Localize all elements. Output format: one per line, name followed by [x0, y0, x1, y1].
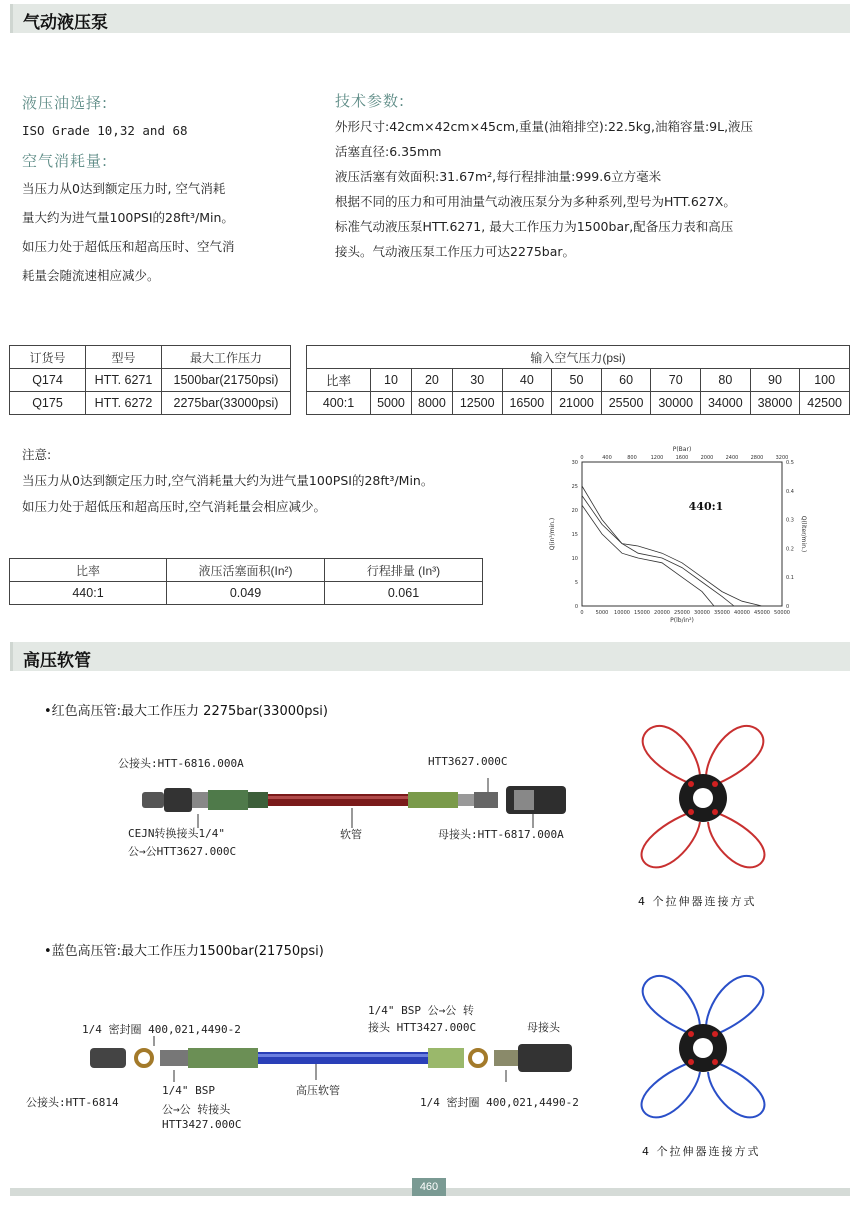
ratio-table	[9, 558, 483, 605]
bolt-icon	[688, 781, 694, 787]
spec-line: 接头。气动液压泵工作压力可达2275bar。	[335, 244, 576, 259]
right-tick-label: 0.4	[786, 488, 794, 495]
blue-male-head-label: 公接头:HTT-6814	[26, 1096, 119, 1109]
series-line	[582, 496, 762, 606]
table-cell: Q174	[10, 369, 86, 392]
table-cell: 30000	[651, 392, 701, 415]
fitting-icon	[208, 790, 248, 810]
x-tick-label: 50000	[774, 610, 790, 616]
chart-title: 440:1	[688, 500, 724, 513]
table-cell: 25500	[601, 392, 651, 415]
x-tick-label: 25000	[674, 610, 690, 616]
bolt-icon	[688, 1059, 694, 1065]
blue-seal-bottom-label: 1/4 密封圈 400,021,4490-2	[420, 1096, 579, 1109]
top-tick-label: 0	[580, 455, 584, 461]
table-header: 输入空气压力(psi)	[307, 346, 850, 369]
fitting-icon	[188, 1048, 258, 1068]
table-cell: 21000	[552, 392, 602, 415]
spec-line: 外形尺寸:42cm×42cm×45cm,重量(油箱排空):22.5kg,油箱容量:9L,液压	[335, 119, 754, 134]
table-cell: 440:1	[10, 582, 167, 605]
x-tick-label: 0	[580, 610, 584, 616]
red-adapter-label-2: 公→公HTT3627.000C	[128, 845, 237, 858]
y-tick-label: 0	[574, 604, 578, 610]
fitting-icon	[142, 792, 164, 808]
pressure-table	[306, 345, 850, 415]
air-line: 如压力处于超低压和超高压时、空气消	[22, 239, 235, 254]
y-tick-label: 30	[571, 460, 578, 466]
table-cell: 38000	[750, 392, 800, 415]
specs-text	[335, 114, 855, 264]
air-text	[22, 174, 235, 290]
hose-highlight	[258, 1054, 428, 1057]
x-axis-label: P(lb/in²)	[670, 617, 694, 624]
blue-bsp-bottom-label-1: 1/4" BSP	[162, 1084, 215, 1097]
section-title: 高压软管	[23, 651, 91, 671]
section-header-hose	[10, 642, 850, 671]
note-line: 当压力从0达到额定压力时,空气消耗量大约为进气量100PSI的28ft³/Min。	[22, 473, 434, 488]
table-cell: 60	[601, 369, 651, 392]
right-axis-label: Q(liter/min.)	[800, 515, 807, 553]
fitting-icon	[514, 790, 534, 810]
oil-heading: 液压油选择:	[22, 94, 109, 112]
top-tick-label: 1600	[675, 455, 689, 461]
table-cell: 8000	[411, 392, 452, 415]
table-cell: 40	[502, 369, 552, 392]
spec-line: 液压活塞有效面积:31.67m²,每行程排油量:999.6立方毫米	[335, 169, 662, 184]
table-cell: 70	[651, 369, 701, 392]
hose-highlight	[268, 796, 408, 799]
seal-ring-icon	[470, 1050, 486, 1066]
air-line: 耗量会随流速相应减少。	[22, 268, 160, 283]
red-tensioner-diagram	[628, 718, 778, 878]
top-tick-label: 2000	[700, 455, 714, 461]
table-header: 比率	[10, 559, 167, 582]
blue-bsp-top-label-1: 1/4" BSP 公→公 转	[368, 1004, 474, 1017]
specs-heading: 技术参数:	[335, 92, 406, 110]
table-cell: 34000	[701, 392, 751, 415]
x-tick-label: 20000	[654, 610, 670, 616]
x-tick-label: 35000	[714, 610, 730, 616]
table-cell: 50	[552, 369, 602, 392]
right-tick-label: 0.1	[786, 575, 794, 582]
table-cell: 100	[800, 369, 850, 392]
table-cell: 0.049	[167, 582, 325, 605]
table-header: 液压活塞面积(In²)	[167, 559, 325, 582]
y-tick-label: 25	[571, 484, 578, 490]
table-cell: HTT. 6271	[86, 369, 162, 392]
red-male-head-label: 公接头:HTT-6816.000A	[118, 757, 244, 770]
air-line: 当压力从0达到额定压力时, 空气消耗	[22, 181, 226, 196]
air-heading: 空气消耗量:	[22, 152, 109, 170]
x-tick-label: 5000	[595, 610, 609, 616]
fitting-icon	[494, 1050, 518, 1066]
top-tick-label: 2400	[725, 455, 739, 461]
table-cell: 0.061	[325, 582, 483, 605]
table-cell: 80	[701, 369, 751, 392]
flow-pressure-chart	[540, 436, 807, 628]
right-tick-label: 0.2	[786, 546, 794, 553]
table-cell: Q175	[10, 392, 86, 415]
blue-female-head-label: 母接头	[527, 1021, 560, 1034]
red-hose-title: •红色高压管:最大工作压力 2275bar(33000psi)	[44, 704, 328, 719]
red-coupler-label: HTT3627.000C	[428, 755, 508, 768]
right-tick-label: 0	[786, 604, 790, 610]
red-diagram-caption: 4 个拉伸器连接方式	[638, 895, 757, 908]
fitting-icon	[408, 792, 458, 808]
table-cell: 10	[371, 369, 412, 392]
fitting-icon	[248, 792, 268, 808]
hose-icon	[258, 1052, 428, 1064]
y-tick-label: 10	[571, 556, 578, 562]
hose-icon	[268, 794, 408, 806]
y-tick-label: 15	[571, 532, 578, 538]
blue-bsp-bottom-label-2: 公→公 转接头	[162, 1103, 231, 1116]
right-tick-label: 0.5	[786, 460, 794, 466]
y-axis-label: Q(in³/min.)	[549, 517, 556, 551]
table-cell: 12500	[452, 392, 502, 415]
top-tick-label: 1200	[650, 455, 664, 461]
table-header: 订货号	[10, 346, 86, 369]
x-tick-label: 15000	[634, 610, 650, 616]
fitting-icon	[164, 788, 192, 812]
hose-loop	[708, 810, 764, 867]
x-tick-label: 40000	[734, 610, 750, 616]
blue-seal-top-label: 1/4 密封圈 400,021,4490-2	[82, 1023, 241, 1036]
blue-hose-assembly	[86, 1036, 576, 1084]
top-axis-label: P(Bar)	[672, 446, 692, 453]
table-cell: 90	[750, 369, 800, 392]
red-female-head-label: 母接头:HTT-6817.000A	[438, 828, 564, 841]
table-header: 最大工作压力	[162, 346, 291, 369]
bolt-icon	[712, 809, 718, 815]
blue-hose-title: •蓝色高压管:最大工作压力1500bar(21750psi)	[44, 944, 324, 959]
fitting-icon	[474, 792, 498, 808]
spec-line: 根据不同的压力和可用油量气动液压泵分为多种系列,型号为HTT.627X。	[335, 194, 736, 209]
oil-grades: ISO Grade 10,32 and 68	[22, 123, 188, 138]
blue-diagram-caption: 4 个拉伸器连接方式	[642, 1145, 761, 1158]
fitting-icon	[518, 1044, 572, 1072]
section-header-pump	[10, 4, 850, 33]
fitting-icon	[192, 792, 208, 808]
table-cell: 42500	[800, 392, 850, 415]
top-tick-label: 3200	[775, 455, 789, 461]
blue-hose-label: 高压软管	[296, 1084, 340, 1097]
hose-loop	[708, 1060, 764, 1117]
x-tick-label: 10000	[614, 610, 630, 616]
y-tick-label: 20	[571, 508, 578, 514]
right-tick-label: 0.3	[786, 517, 794, 524]
bolt-icon	[688, 1031, 694, 1037]
spec-line: 活塞直径:6.35mm	[335, 144, 442, 159]
table-cell: 16500	[502, 392, 552, 415]
blue-tensioner-diagram	[628, 968, 778, 1128]
fitting-icon	[160, 1050, 188, 1066]
bolt-icon	[712, 1031, 718, 1037]
y-tick-label: 5	[574, 580, 578, 586]
air-line: 量大约为进气量100PSI的28ft³/Min。	[22, 210, 234, 225]
red-adapter-label-1: CEJN转换接头1/4"	[128, 827, 225, 840]
table-cell: 20	[411, 369, 452, 392]
table-cell: 比率	[307, 369, 371, 392]
blue-bsp-top-label-2: 接头 HTT3427.000C	[368, 1021, 477, 1034]
top-tick-label: 400	[602, 455, 612, 461]
fitting-icon	[90, 1048, 126, 1068]
top-tick-label: 800	[627, 455, 637, 461]
spec-line: 标准气动液压泵HTT.6271, 最大工作压力为1500bar,配备压力表和高压	[335, 219, 734, 234]
x-tick-label: 30000	[694, 610, 710, 616]
bolt-icon	[688, 809, 694, 815]
table-cell: 400:1	[307, 392, 371, 415]
table-cell: 1500bar(21750psi)	[162, 369, 291, 392]
page-number: 460	[412, 1178, 446, 1196]
fitting-icon	[458, 794, 474, 806]
table-cell: 2275bar(33000psi)	[162, 392, 291, 415]
table-cell: HTT. 6272	[86, 392, 162, 415]
note-line: 如压力处于超低压和超高压时,空气消耗量会相应减少。	[22, 499, 326, 514]
section-title: 气动液压泵	[23, 13, 108, 33]
bolt-icon	[712, 1059, 718, 1065]
table-cell: 5000	[371, 392, 412, 415]
table-cell: 30	[452, 369, 502, 392]
blue-bsp-bottom-label-3: HTT3427.000C	[162, 1118, 242, 1131]
table-header: 行程排量 (In³)	[325, 559, 483, 582]
x-tick-label: 45000	[754, 610, 770, 616]
flange-bore	[693, 788, 713, 808]
red-hose-assembly	[138, 772, 578, 832]
table-header: 型号	[86, 346, 162, 369]
red-hose-label: 软管	[340, 828, 362, 841]
note-heading: 注意:	[22, 447, 52, 462]
fitting-icon	[428, 1048, 464, 1068]
bolt-icon	[712, 781, 718, 787]
note-block	[22, 442, 433, 520]
order-table	[9, 345, 291, 415]
seal-ring-icon	[136, 1050, 152, 1066]
top-tick-label: 2800	[750, 455, 764, 461]
flange-bore	[693, 1038, 713, 1058]
